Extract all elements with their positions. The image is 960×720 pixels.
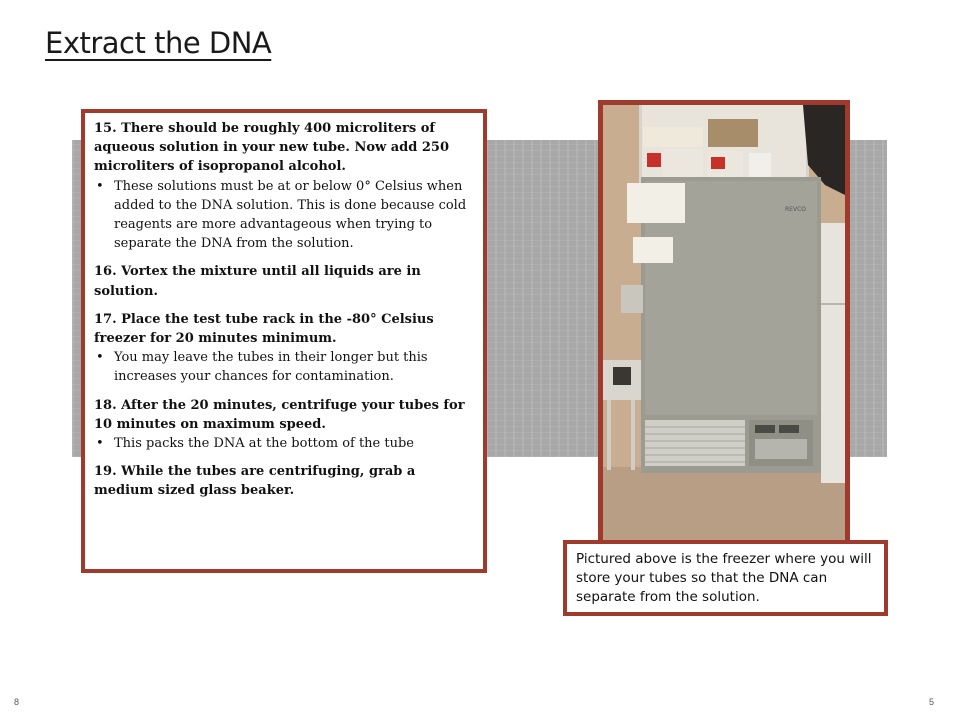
step-18-bullets bbox=[94, 434, 478, 453]
caption-box bbox=[563, 540, 888, 616]
step-17-bullets bbox=[94, 348, 478, 386]
step-15-bullet: • These solutions must be at or below 0° Celsius when added to the DNA solution. This is done because cold reagents are more advantageous when trying to separate the DNA from the solution. bbox=[94, 177, 478, 254]
page-number-right: 5 bbox=[928, 697, 934, 707]
step-15-bullets bbox=[94, 177, 478, 254]
step-18-bullet: • This packs the DNA at the bottom of the tube bbox=[94, 434, 478, 453]
freezer-photo-illustration bbox=[603, 105, 845, 541]
freezer-brand-label: REVCO bbox=[785, 206, 806, 213]
step-19: 19. While the tubes are centrifuging, grab a medium sized glass beaker. bbox=[94, 464, 416, 499]
step-15: 15. There should be roughly 400 microliters of aqueous solution in your new tube. Now add 250 microliters of isopropanol alcohol. bbox=[94, 121, 449, 175]
step-17-bullet: • You may leave the tubes in their longer but this increases your chances for contamination. bbox=[94, 348, 478, 386]
freezer-photo bbox=[603, 105, 845, 541]
step-18: 18. After the 20 minutes, centrifuge your tubes for 10 minutes on maximum speed. bbox=[94, 397, 465, 432]
instructions-content bbox=[94, 119, 478, 501]
slide-title: Extract the DNA bbox=[45, 26, 272, 60]
instructions-box bbox=[81, 109, 487, 573]
step-17: 17. Place the test tube rack in the -80° Celsius freezer for 20 minutes minimum. bbox=[94, 311, 434, 347]
freezer-photo-frame bbox=[598, 100, 850, 541]
page-number-left: 8 bbox=[14, 697, 20, 707]
photo-caption: Pictured above is the freezer where you will store your tubes so that the DNA can separate from the solution. bbox=[576, 551, 872, 605]
step-16: 16. Vortex the mixture until all liquids are in solution. bbox=[94, 264, 421, 299]
